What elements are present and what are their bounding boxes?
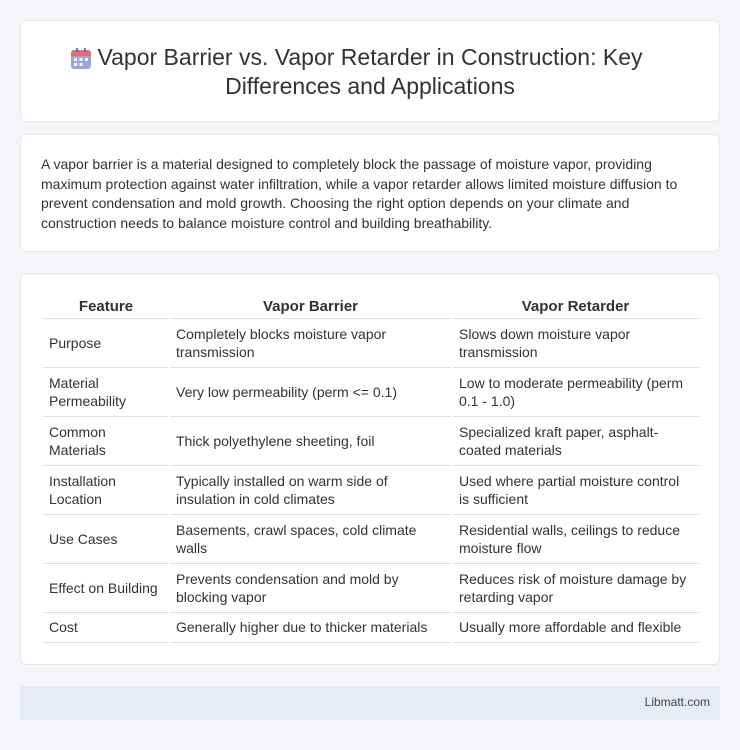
feature-cell: Purpose [43,318,169,367]
barrier-cell: Typically installed on warm side of insulation in cold climates [169,465,452,514]
feature-cell: Common Materials [43,416,169,465]
header-vapor-barrier: Vapor Barrier [169,296,452,318]
header-vapor-retarder: Vapor Retarder [452,296,699,318]
table-row [43,465,699,514]
intro-paragraph: A vapor barrier is a material designed to completely block the passage of moisture vapor, providing maximum protection against water infiltration, while a vapor retarder allows limited moisture diffusion to prevent condensation and mold growth. Choosing the right option depends on your climate and construction needs to balance moisture control and building breathability. [41,156,678,231]
table-row [43,514,699,563]
comparison-table [43,296,699,643]
footer-brand-link[interactable]: Libmatt.com [644,695,710,709]
barrier-cell: Thick polyethylene sheeting, foil [169,416,452,465]
retarder-cell: Specialized kraft paper, asphalt-coated materials [452,416,699,465]
feature-cell: Effect on Building [43,563,169,612]
comparison-card [20,273,720,665]
barrier-cell: Generally higher due to thicker materials [169,612,452,642]
calendar-icon [69,47,93,71]
table-row [43,563,699,612]
feature-cell: Material Permeability [43,367,169,416]
table-header-row [43,296,699,318]
barrier-cell: Very low permeability (perm <= 0.1) [169,367,452,416]
header-feature: Feature [43,296,169,318]
table-row [43,318,699,367]
footer [20,686,720,720]
table-row [43,416,699,465]
page-title: Vapor Barrier vs. Vapor Retarder in Construction: Key Differences and Applications [97,44,643,99]
retarder-cell: Slows down moisture vapor transmission [452,318,699,367]
feature-cell: Use Cases [43,514,169,563]
retarder-cell: Low to moderate permeability (perm 0.1 - 1.0) [452,367,699,416]
feature-cell: Cost [43,612,169,642]
retarder-cell: Residential walls, ceilings to reduce moisture flow [452,514,699,563]
barrier-cell: Basements, crawl spaces, cold climate walls [169,514,452,563]
table-row [43,612,699,642]
retarder-cell: Usually more affordable and flexible [452,612,699,642]
feature-cell: Installation Location [43,465,169,514]
table-row [43,367,699,416]
header-card [20,20,720,122]
retarder-cell: Used where partial moisture control is sufficient [452,465,699,514]
barrier-cell: Prevents condensation and mold by blocking vapor [169,563,452,612]
intro-card [20,134,720,252]
header [21,43,719,101]
retarder-cell: Reduces risk of moisture damage by retarding vapor [452,563,699,612]
barrier-cell: Completely blocks moisture vapor transmission [169,318,452,367]
